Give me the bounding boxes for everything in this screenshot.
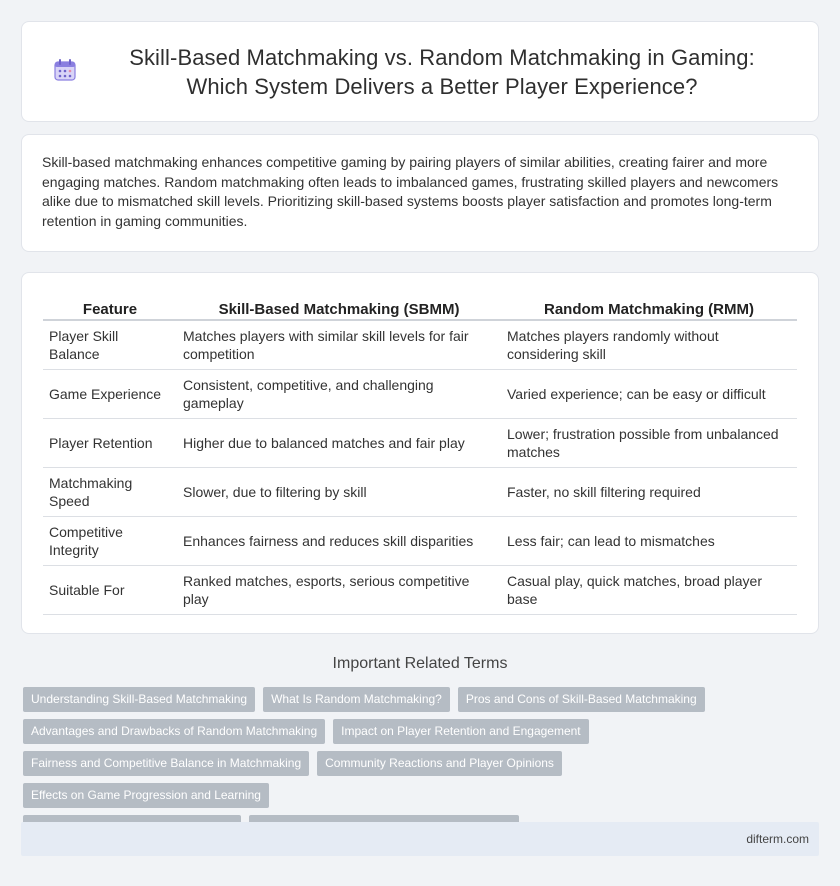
comparison-table	[43, 293, 797, 615]
rmm-cell: Lower; frustration possible from unbalanced matches	[501, 419, 797, 468]
table-header-row	[43, 293, 797, 321]
related-terms-heading: Important Related Terms	[332, 655, 508, 672]
tag-link[interactable]: Effects on Game Progression and Learning	[23, 783, 269, 808]
rmm-cell: Varied experience; can be easy or difficult	[501, 370, 797, 419]
sbmm-cell: Consistent, competitive, and challenging gameplay	[177, 370, 501, 419]
tag-link[interactable]: Advantages and Drawbacks of Random Matchmaking	[23, 719, 325, 744]
feature-cell: Player Skill Balance	[43, 321, 177, 370]
comparison-card	[21, 272, 819, 634]
tag-link[interactable]: What Is Random Matchmaking?	[263, 687, 450, 712]
rmm-cell: Casual play, quick matches, broad player base	[501, 566, 797, 615]
tag-link[interactable]: Understanding Skill-Based Matchmaking	[23, 687, 255, 712]
tag-link[interactable]: Pros and Cons of Skill-Based Matchmaking	[458, 687, 705, 712]
sbmm-cell: Enhances fairness and reduces skill disparities	[177, 517, 501, 566]
sbmm-cell: Higher due to balanced matches and fair play	[177, 419, 501, 468]
table-row	[43, 517, 797, 566]
title-card	[21, 21, 819, 122]
footer	[21, 822, 819, 856]
table-row	[43, 321, 797, 370]
intro-card	[21, 134, 819, 252]
sbmm-cell: Slower, due to filtering by skill	[177, 468, 501, 517]
calendar-icon	[52, 57, 78, 83]
feature-cell: Suitable For	[43, 566, 177, 615]
tag-link[interactable]: Impact on Player Retention and Engagement	[333, 719, 588, 744]
footer-site-link[interactable]: difterm.com	[746, 832, 809, 846]
sbmm-cell: Ranked matches, esports, serious competitive play	[177, 566, 501, 615]
rmm-cell: Matches players randomly without considering skill	[501, 321, 797, 370]
sbmm-cell: Matches players with similar skill levels for fair competition	[177, 321, 501, 370]
table-row	[43, 419, 797, 468]
tag-link[interactable]: Community Reactions and Player Opinions	[317, 751, 562, 776]
table-row	[43, 566, 797, 615]
feature-cell: Competitive Integrity	[43, 517, 177, 566]
feature-cell: Player Retention	[43, 419, 177, 468]
feature-cell: Game Experience	[43, 370, 177, 419]
rmm-cell: Faster, no skill filtering required	[501, 468, 797, 517]
tag-link[interactable]: Fairness and Competitive Balance in Matchmaking	[23, 751, 309, 776]
feature-cell: Matchmaking Speed	[43, 468, 177, 517]
table-row	[43, 468, 797, 517]
rmm-cell: Less fair; can lead to mismatches	[501, 517, 797, 566]
table-row	[43, 370, 797, 419]
header-sbmm: Skill-Based Matchmaking (SBMM)	[177, 293, 501, 321]
intro-paragraph: Skill-based matchmaking enhances competitive gaming by pairing players of similar abilities, creating fairer and more engaging matches. Random matchmaking often leads to imbalanced games, frustrating skilled players and newcomers alike due to mismatched skill levels. Prioritizing skill-based systems boosts player satisfaction and promotes long-term retention in gaming communities.	[42, 154, 779, 229]
header-feature: Feature	[43, 293, 177, 321]
page-title: Skill-Based Matchmaking vs. Random Matchmaking in Gaming: Which System Delivers a Better Player Experience?	[129, 44, 755, 99]
header-rmm: Random Matchmaking (RMM)	[501, 293, 797, 321]
